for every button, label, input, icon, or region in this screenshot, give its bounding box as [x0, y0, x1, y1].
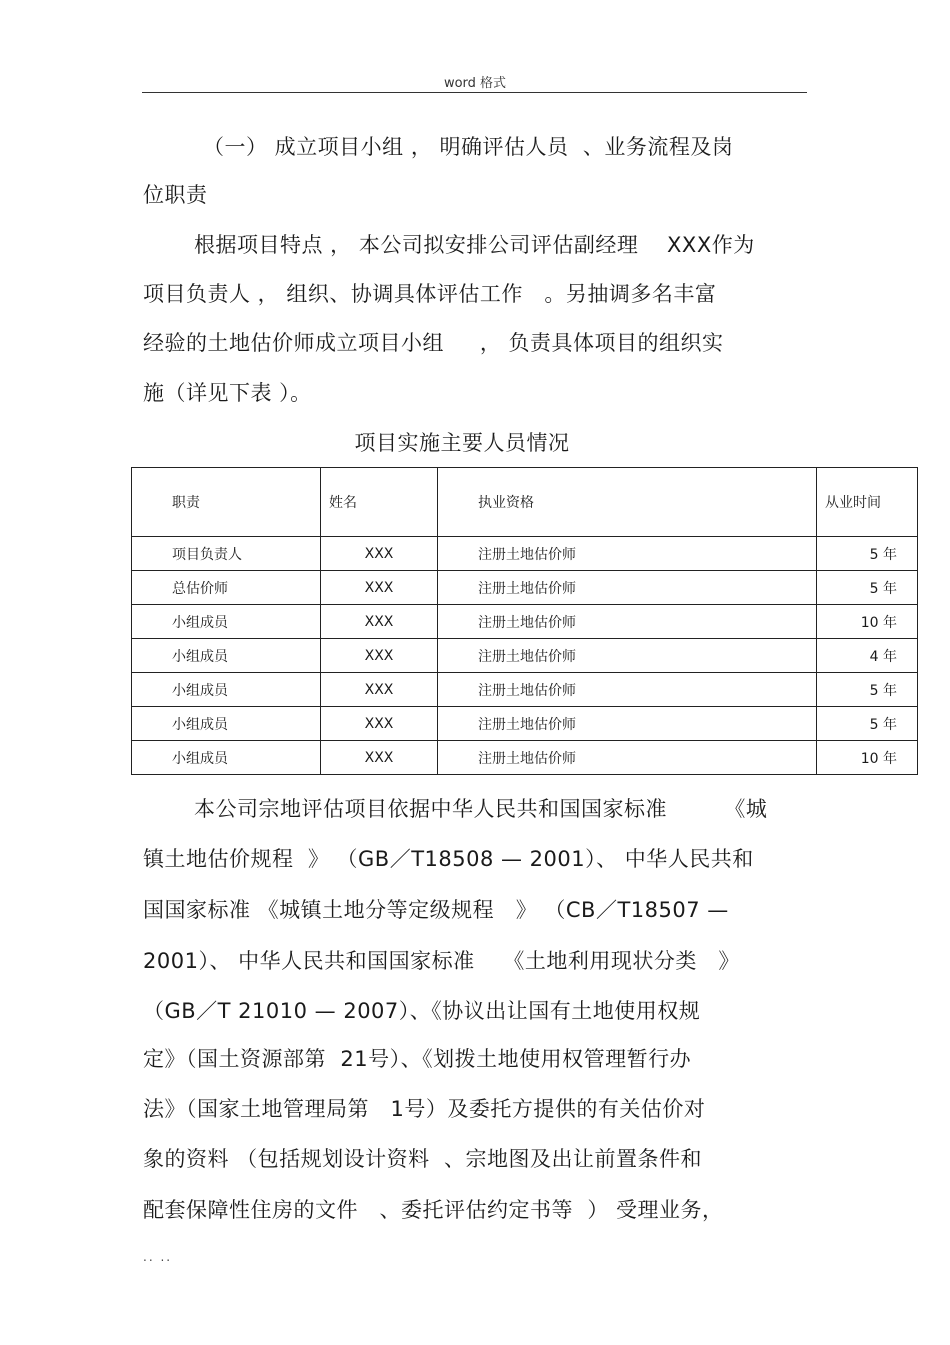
cell-years: 5 年	[817, 673, 918, 707]
cell-qualification: 注册土地估价师	[438, 537, 817, 571]
cell-name: XXX	[321, 537, 438, 571]
basis-line-5: （GB／T 21010 — 2007）、《协议出让国有土地使用权规	[143, 999, 701, 1023]
table-caption: 项目实施主要人员情况	[354, 431, 570, 455]
cell-qualification: 注册土地估价师	[438, 673, 817, 707]
intro-line-3: 经验的土地估价师成立项目小组 ， 负责具体项目的组织实	[143, 331, 724, 355]
table-header-row	[132, 468, 918, 537]
footer-marks: .. ..	[143, 1250, 173, 1264]
table-row	[132, 571, 918, 605]
table-row	[132, 537, 918, 571]
cell-name: XXX	[321, 707, 438, 741]
col-header-qualification: 执业资格	[438, 468, 817, 537]
col-header-name: 姓名	[321, 468, 438, 537]
cell-years: 10 年	[817, 605, 918, 639]
intro-line-4: 施（详见下表 ）。	[143, 381, 312, 405]
cell-name: XXX	[321, 741, 438, 775]
cell-years: 5 年	[817, 537, 918, 571]
staff-table	[131, 467, 918, 775]
cell-qualification: 注册土地估价师	[438, 639, 817, 673]
basis-line-1: 本公司宗地评估项目依据中华人民共和国国家标准 《城	[194, 797, 768, 821]
cell-duty: 小组成员	[132, 639, 321, 673]
basis-line-2: 镇土地估价规程 》 （GB／T18508 — 2001）、 中华人民共和	[143, 847, 754, 871]
cell-duty: 小组成员	[132, 605, 321, 639]
cell-qualification: 注册土地估价师	[438, 741, 817, 775]
basis-line-9: 配套保障性住房的文件 、委托评估约定书等 ） 受理业务，	[143, 1198, 724, 1222]
cell-qualification: 注册土地估价师	[438, 605, 817, 639]
basis-line-7: 法》（国家土地管理局第 1号）及委托方提供的有关估价对	[143, 1097, 706, 1121]
cell-name: XXX	[321, 639, 438, 673]
section-heading-line-2: 位职责	[143, 183, 208, 207]
cell-name: XXX	[321, 571, 438, 605]
table-row	[132, 639, 918, 673]
intro-line-2: 项目负责人 ， 组织、协调具体评估工作 。另抽调多名丰富	[143, 282, 717, 306]
cell-years: 10 年	[817, 741, 918, 775]
cell-duty: 总估价师	[132, 571, 321, 605]
table-row	[132, 605, 918, 639]
cell-duty: 项目负责人	[132, 537, 321, 571]
col-header-duty: 职责	[132, 468, 321, 537]
cell-qualification: 注册土地估价师	[438, 707, 817, 741]
intro-line-1: 根据项目特点 ， 本公司拟安排公司评估副经理 XXX作为	[194, 233, 755, 257]
table-row	[132, 741, 918, 775]
page-header: word 格式	[443, 76, 507, 91]
basis-line-3: 国国家标准 《城镇土地分等定级规程 》 （CB／T18507 —	[143, 898, 729, 922]
cell-qualification: 注册土地估价师	[438, 571, 817, 605]
basis-line-8: 象的资料 （包括规划设计资料 、宗地图及出让前置条件和	[143, 1147, 703, 1171]
col-header-years: 从业时间	[817, 468, 918, 537]
section-heading-line-1: （一） 成立项目小组 ， 明确评估人员 、业务流程及岗	[203, 135, 734, 159]
cell-years: 5 年	[817, 707, 918, 741]
table-row	[132, 673, 918, 707]
cell-duty: 小组成员	[132, 741, 321, 775]
basis-line-6: 定》（国土资源部第 21号）、《划拨土地使用权管理暂行办	[143, 1047, 692, 1071]
cell-name: XXX	[321, 605, 438, 639]
table-row	[132, 707, 918, 741]
cell-duty: 小组成员	[132, 707, 321, 741]
basis-line-4: 2001）、 中华人民共和国国家标准 《土地利用现状分类 》	[143, 949, 740, 973]
cell-years: 4 年	[817, 639, 918, 673]
cell-duty: 小组成员	[132, 673, 321, 707]
cell-name: XXX	[321, 673, 438, 707]
cell-years: 5 年	[817, 571, 918, 605]
header-rule	[142, 92, 807, 93]
